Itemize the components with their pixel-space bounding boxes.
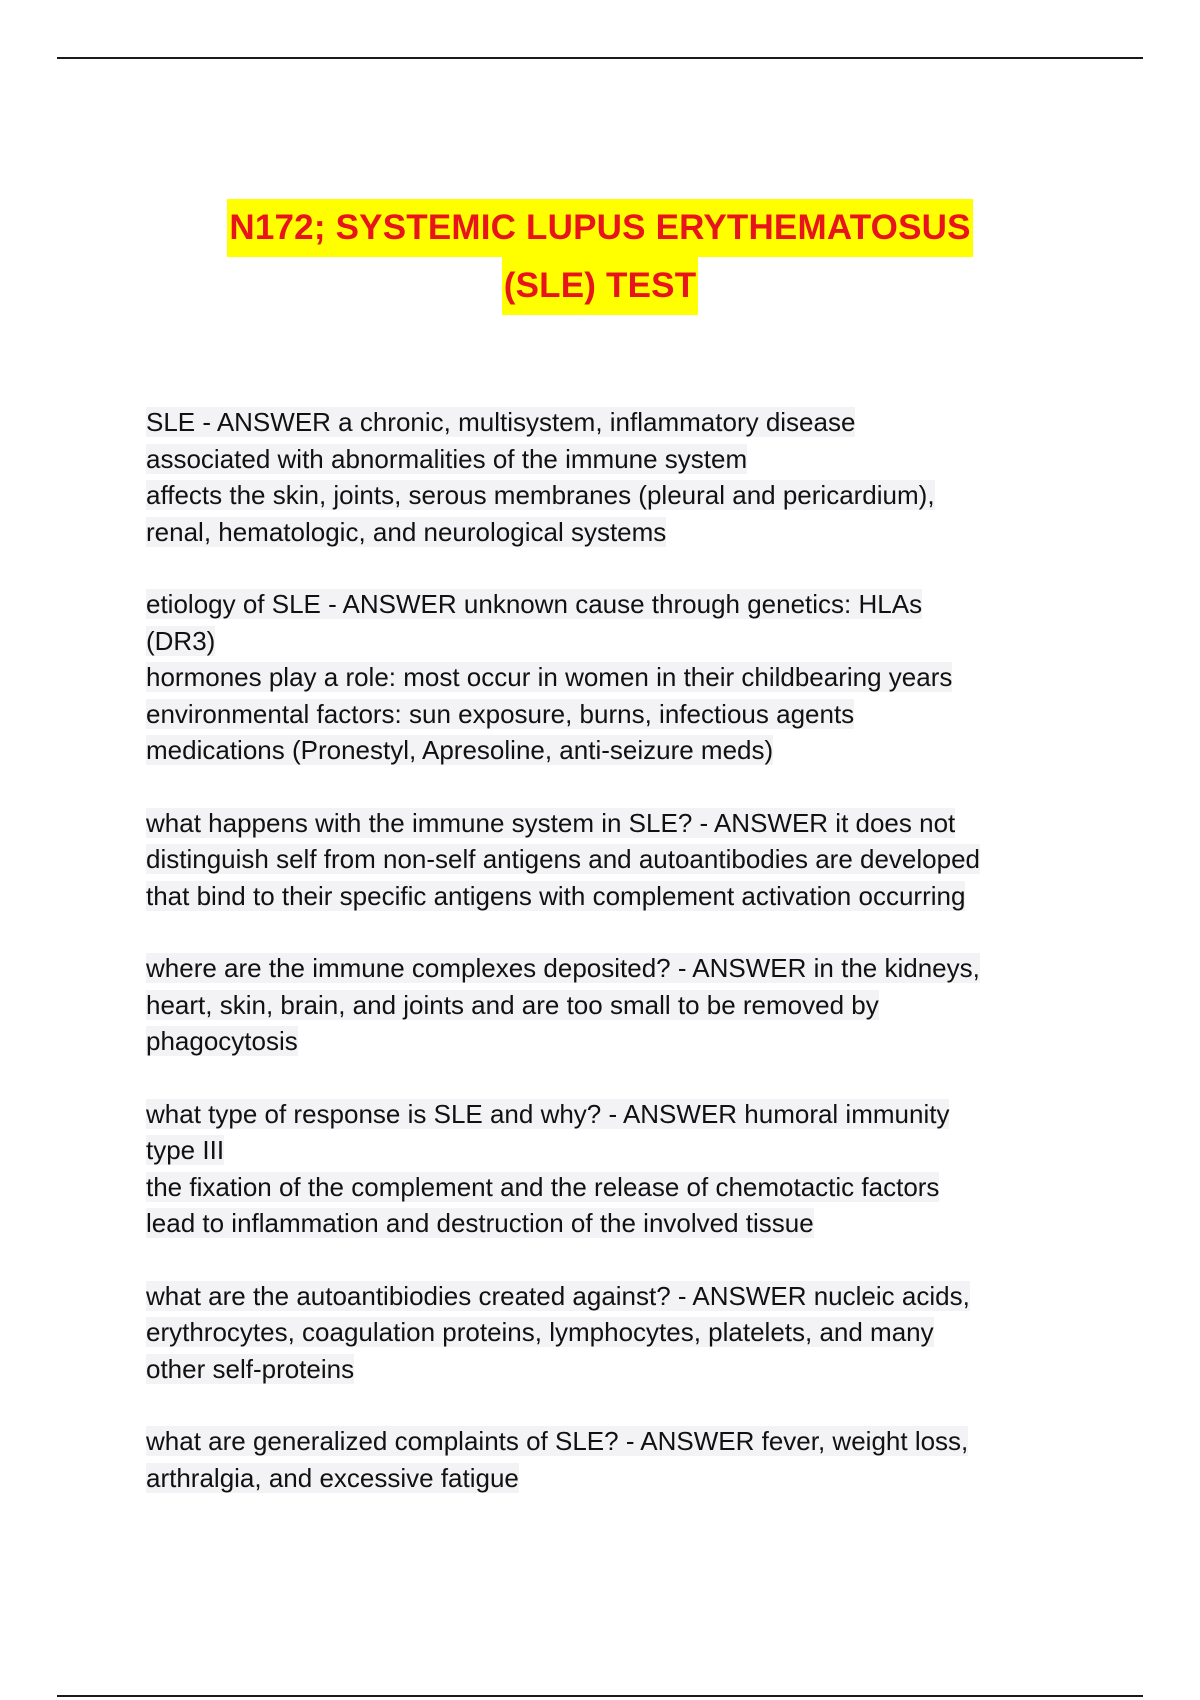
qa-line: etiology of SLE - ANSWER unknown cause through genetics: HLAs	[146, 589, 923, 619]
qa-entry-autoantibodies	[146, 1278, 1146, 1388]
qa-line: erythrocytes, coagulation proteins, lymphocytes, platelets, and many	[146, 1317, 934, 1347]
qa-line: heart, skin, brain, and joints and are too small to be removed by	[146, 989, 879, 1020]
qa-entry-complaints	[146, 1423, 1146, 1496]
qa-line: other self-proteins	[146, 1353, 355, 1384]
qa-line: that bind to their specific antigens with complement activation occurring	[146, 880, 966, 911]
qa-line: what happens with the immune system in SLE? - ANSWER it does not	[146, 807, 956, 838]
qa-line: where are the immune complexes deposited? - ANSWER in the kidneys,	[146, 953, 980, 983]
qa-line: what are the autoantibiodies created against? - ANSWER nucleic acids,	[146, 1280, 970, 1311]
qa-line: the fixation of the complement and the release of chemotactic factors	[146, 1171, 940, 1202]
qa-line: affects the skin, joints, serous membranes (pleural and pericardium),	[146, 480, 935, 510]
qa-line: environmental factors: sun exposure, burns, infectious agents	[146, 698, 855, 729]
qa-entry-response-type	[146, 1096, 1146, 1242]
qa-line: what type of response is SLE and why? - ANSWER humoral immunity	[146, 1098, 950, 1129]
qa-line: (DR3)	[146, 625, 216, 656]
qa-list	[146, 404, 1146, 1532]
qa-line: type III	[146, 1135, 225, 1165]
qa-line: SLE - ANSWER a chronic, multisystem, inflammatory disease	[146, 407, 856, 437]
bottom-rule	[57, 1695, 1143, 1697]
title-line-2: (SLE) TEST	[502, 257, 699, 315]
qa-line: arthralgia, and excessive fatigue	[146, 1462, 519, 1493]
qa-entry-etiology	[146, 586, 1146, 769]
qa-line: what are generalized complaints of SLE? - ANSWER fever, weight loss,	[146, 1426, 969, 1456]
qa-line: lead to inflammation and destruction of the involved tissue	[146, 1208, 814, 1238]
qa-line: renal, hematologic, and neurological systems	[146, 516, 667, 547]
qa-entry-immune-system	[146, 805, 1146, 915]
qa-entry-sle	[146, 404, 1146, 550]
document-title	[0, 199, 1200, 315]
qa-line: medications (Pronestyl, Apresoline, anti-seizure meds)	[146, 735, 774, 765]
qa-line: distinguish self from non-self antigens and autoantibodies are developed	[146, 844, 980, 874]
title-line-1: N172; SYSTEMIC LUPUS ERYTHEMATOSUS	[227, 199, 972, 257]
qa-line: phagocytosis	[146, 1026, 298, 1056]
qa-line: associated with abnormalities of the immune system	[146, 443, 748, 474]
qa-entry-immune-complexes	[146, 950, 1146, 1060]
qa-line: hormones play a role: most occur in women in their childbearing years	[146, 662, 953, 692]
top-rule	[57, 57, 1143, 59]
